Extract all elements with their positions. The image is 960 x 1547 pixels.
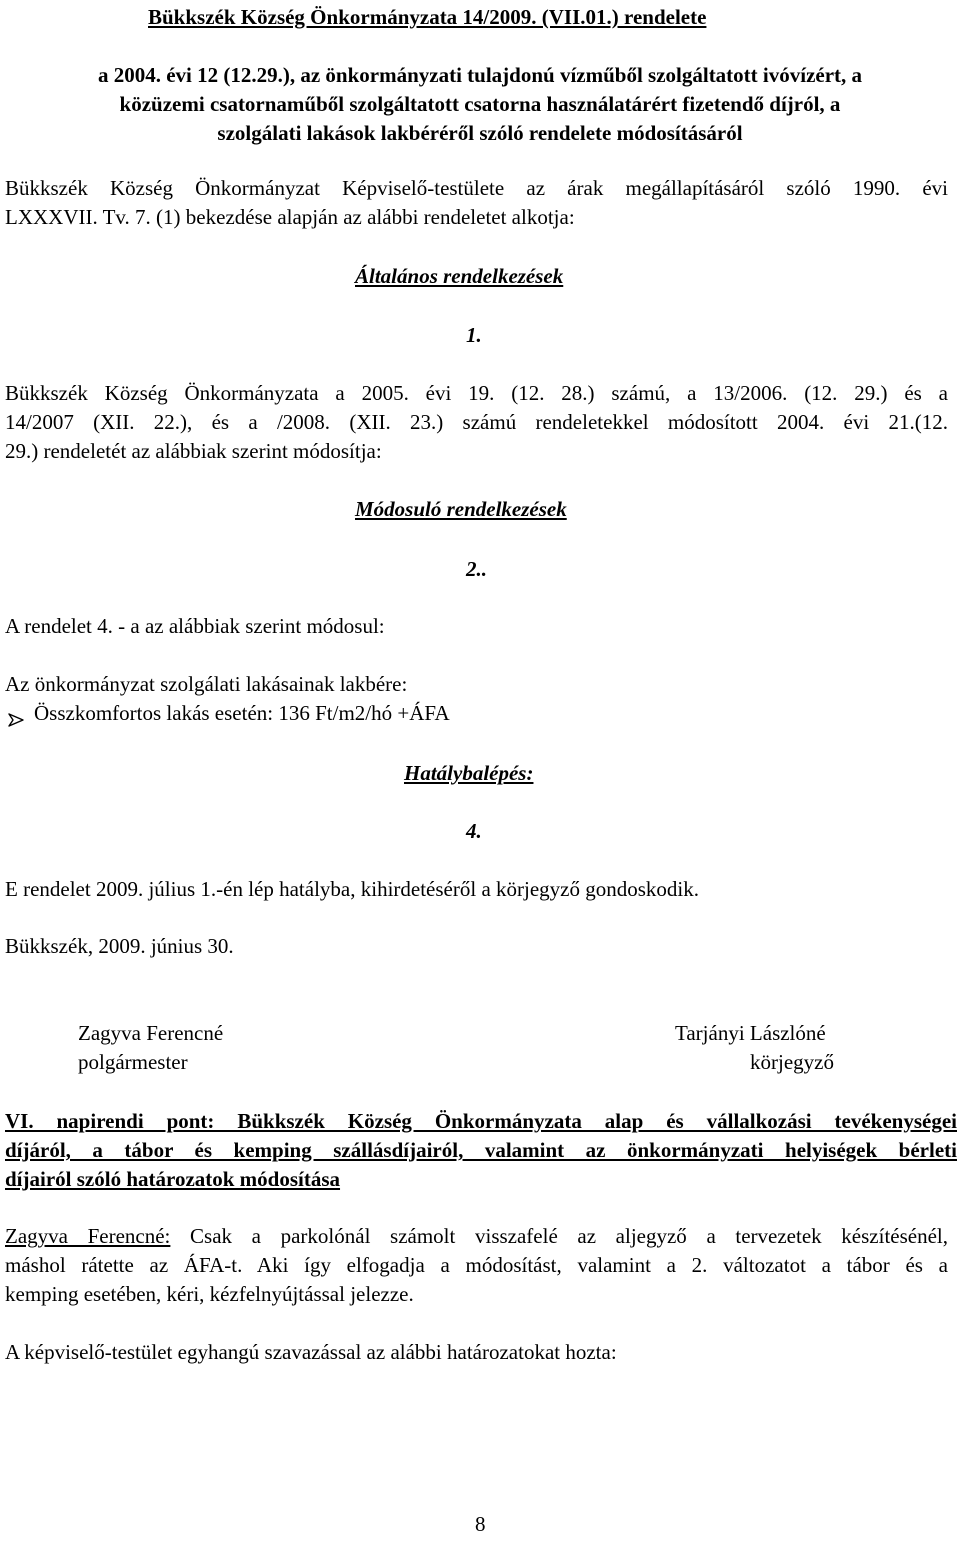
speech-first-text: Csak a parkolónál számolt visszafelé az aljegyző a tervezetek készítésénél, <box>170 1224 948 1248</box>
place-and-date: Bükkszék, 2009. június 30. <box>5 934 234 958</box>
rent-title: Az önkormányzat szolgálati lakásainak lakbére: <box>5 672 408 696</box>
effective-date-text: E rendelet 2009. július 1.-én lép hatályba, kihirdetéséről a körjegyző gondoskodik. <box>5 877 699 901</box>
section-1-line-1: Bükkszék Község Önkormányzata a 2005. évi 19. (12. 28.) számú, a 13/2006. (12. 29.) és a <box>5 381 948 405</box>
section-2-number: 2.. <box>466 557 487 581</box>
section-4-heading: Hatálybalépés: <box>404 761 534 785</box>
signature-right-name: Tarjányi Lászlóné <box>675 1021 826 1045</box>
speech-line-2: máshol rátette az ÁFA-t. Aki így elfogadja a módosítást, valamint a 2. változatot a tábor és a <box>5 1253 948 1277</box>
signature-left-name: Zagyva Ferencné <box>78 1021 224 1045</box>
signature-right-role: körjegyző <box>750 1050 834 1074</box>
section-2-intro: A rendelet 4. - a az alábbiak szerint módosul: <box>5 614 385 638</box>
document-title: Bükkszék Község Önkormányzata 14/2009. (VII.01.) rendelete <box>148 5 707 29</box>
preamble-line-2: LXXXVII. Tv. 7. (1) bekezdése alapján az alábbi rendeletet alkotja: <box>5 205 575 229</box>
speech-line-1 <box>5 1222 948 1251</box>
arrow-bullet-icon <box>8 706 24 735</box>
section-1-line-3: 29.) rendeletét az alábbiak szerint módosítja: <box>5 439 382 463</box>
document-subtitle-line-2: közüzemi csatornaműből szolgáltatott csatorna használatárért fizetendő díjról, a <box>119 92 841 116</box>
document-subtitle-line-1: a 2004. évi 12 (12.29.), az önkormányzati tulajdonú vízműből szolgáltatott ivóvízért, a <box>97 63 863 87</box>
speaker-name: Zagyva Ferencné: <box>5 1224 171 1248</box>
signature-left-role: polgármester <box>78 1050 188 1074</box>
speech-line-3: kemping esetében, kéri, kézfelnyújtással jelezze. <box>5 1282 414 1306</box>
preamble-line-1: Bükkszék Község Önkormányzat Képviselő-testülete az árak megállapításáról szóló 1990. évi <box>5 176 948 200</box>
rent-bullet-text: Összkomfortos lakás esetén: 136 Ft/m2/hó +ÁFA <box>34 701 450 725</box>
agenda-title-line-1: VI. napirendi pont: Bükkszék Község Önkormányzata alap és vállalkozási tevékenységei <box>5 1109 957 1133</box>
section-1-line-2: 14/2007 (XII. 22.), és a /2008. (XII. 23.) számú rendeletekkel módosított 2004. évi 21.(12. <box>5 410 948 434</box>
page-number: 8 <box>475 1512 486 1536</box>
document-subtitle-line-3: szolgálati lakások lakbéréről szóló rendelete módosításáról <box>217 121 743 145</box>
section-1-number: 1. <box>466 323 482 347</box>
section-2-heading: Módosuló rendelkezések <box>355 497 567 521</box>
resolution-text: A képviselő-testület egyhangú szavazással az alábbi határozatokat hozta: <box>5 1340 617 1364</box>
section-1-heading: Általános rendelkezések <box>355 264 564 288</box>
agenda-title-line-2: díjáról, a tábor és kemping szállásdíjairól, valamint az önkormányzati helyiségek bérleti <box>5 1138 957 1162</box>
agenda-title-line-3: díjairól szóló határozatok módosítása <box>5 1167 341 1191</box>
section-4-number: 4. <box>466 819 482 843</box>
